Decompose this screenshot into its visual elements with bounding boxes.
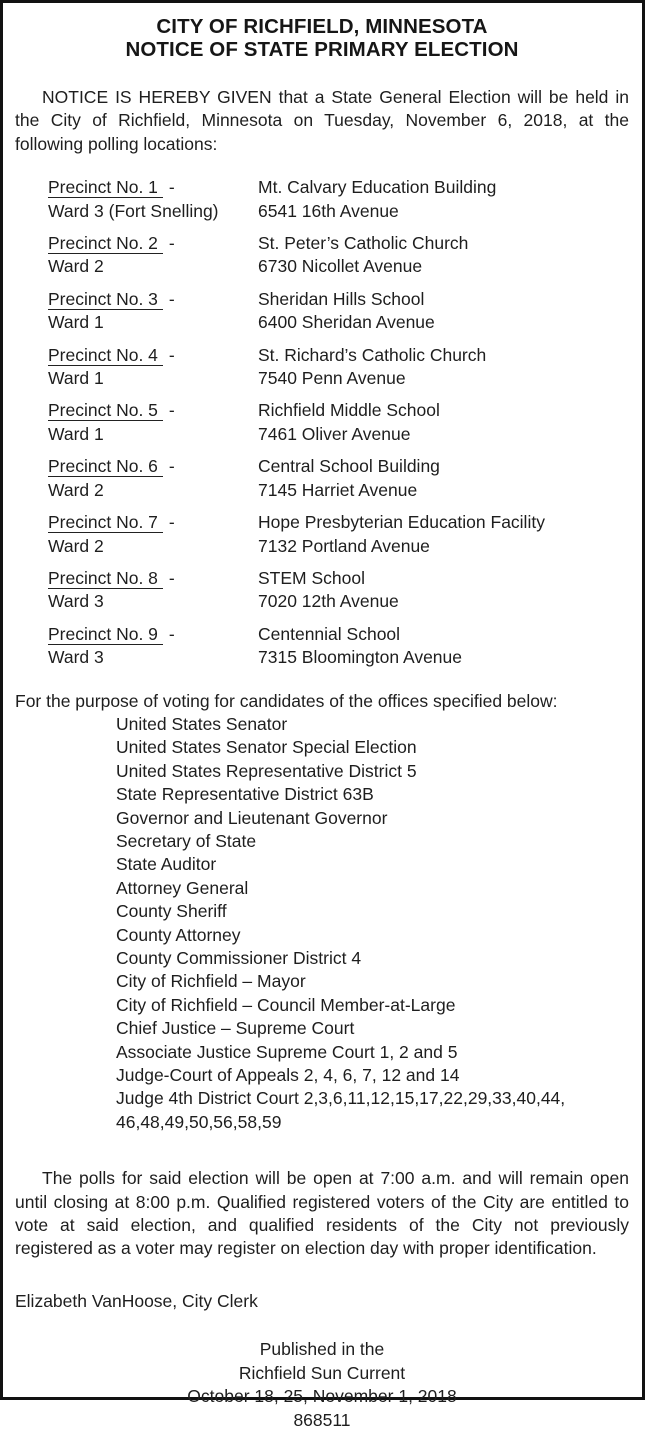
office-item: Governor and Lieutenant Governor bbox=[116, 807, 388, 828]
office-item: Chief Justice – Supreme Court bbox=[116, 1018, 355, 1039]
office-item: County Commissioner District 4 bbox=[116, 948, 362, 968]
publication-block bbox=[15, 1338, 629, 1432]
precinct-dash: - bbox=[168, 288, 175, 309]
precinct-entry-4 bbox=[48, 344, 629, 391]
intro-paragraph: NOTICE IS HEREBY GIVEN that a State General Election will be held in the City of Richfield, Minnesota on Tuesday, November 6, 2018, at the following polling locations: bbox=[15, 87, 629, 154]
precinct-name: Precinct No. 3 bbox=[48, 289, 163, 310]
office-item: Judge-Court of Appeals 2, 4, 6, 7, 12 and 14 bbox=[116, 1065, 460, 1086]
precinct-ward: Ward 2 bbox=[48, 479, 104, 500]
precinct-location-cell bbox=[258, 232, 629, 279]
precinct-dash: - bbox=[168, 512, 175, 533]
precinct-address: 7132 Portland Avenue bbox=[258, 535, 430, 556]
precinct-address: 7315 Bloomington Avenue bbox=[258, 647, 463, 668]
precinct-name: Precinct No. 9 bbox=[48, 624, 163, 645]
precinct-ward: Ward 2 bbox=[48, 535, 104, 556]
precinct-name: Precinct No. 2 bbox=[48, 233, 163, 254]
precinct-ward: Ward 3 bbox=[48, 647, 104, 668]
precinct-address: 7020 12th Avenue bbox=[258, 591, 399, 612]
office-item: County Attorney bbox=[116, 924, 241, 945]
office-item: Attorney General bbox=[116, 877, 249, 898]
precinct-address: 7461 Oliver Avenue bbox=[258, 423, 411, 444]
precinct-name-line bbox=[48, 344, 258, 367]
precinct-entry-5 bbox=[48, 399, 629, 446]
precinct-name: Precinct No. 6 bbox=[48, 456, 163, 477]
precinct-ward: Ward 3 (Fort Snelling) bbox=[48, 200, 219, 221]
precinct-building: Richfield Middle School bbox=[258, 400, 440, 421]
precinct-location-cell bbox=[258, 455, 629, 502]
precinct-name: Precinct No. 5 bbox=[48, 400, 163, 421]
precinct-name-line bbox=[48, 567, 258, 590]
precinct-name: Precinct No. 4 bbox=[48, 345, 163, 366]
precinct-label-cell bbox=[48, 344, 258, 391]
precinct-building: St. Richard’s Catholic Church bbox=[258, 344, 487, 365]
precinct-label-cell bbox=[48, 567, 258, 614]
precinct-label-cell bbox=[48, 455, 258, 502]
precinct-building: St. Peter’s Catholic Church bbox=[258, 233, 469, 254]
precinct-dash: - bbox=[168, 623, 175, 644]
precinct-location-cell bbox=[258, 399, 629, 446]
publication-line1: Published in the bbox=[259, 1339, 385, 1360]
precinct-label-cell bbox=[48, 623, 258, 670]
notice-title bbox=[15, 15, 629, 61]
precinct-address: 6730 Nicollet Avenue bbox=[258, 256, 423, 277]
precinct-label-cell bbox=[48, 399, 258, 446]
precinct-label-cell bbox=[48, 288, 258, 335]
office-item: City of Richfield – Mayor bbox=[116, 971, 306, 992]
precinct-entry-7 bbox=[48, 511, 629, 558]
precinct-label-cell bbox=[48, 232, 258, 279]
publication-notice-number: 868511 bbox=[293, 1409, 351, 1430]
precinct-building: STEM School bbox=[258, 567, 365, 588]
closing-paragraph: The polls for said election will be open at 7:00 a.m. and will remain open until closing at 8:00 p.m. Qualified registered voters of the City are entitled to vote at said election, and qualified residents of the City not previously registered as a voter may register on election day with proper identification. bbox=[15, 1168, 629, 1259]
precinct-ward: Ward 3 bbox=[48, 591, 104, 612]
precinct-dash: - bbox=[168, 344, 175, 365]
precinct-entry-1 bbox=[48, 176, 629, 223]
precinct-building: Central School Building bbox=[258, 456, 440, 477]
office-item: United States Senator Special Election bbox=[116, 737, 417, 758]
precinct-ward: Ward 1 bbox=[48, 312, 104, 333]
precinct-ward: Ward 2 bbox=[48, 256, 104, 277]
precinct-location-cell bbox=[258, 567, 629, 614]
publication-line3: October 18, 25, November 1, 2018 bbox=[187, 1386, 457, 1407]
precinct-name-line bbox=[48, 176, 258, 199]
precinct-dash: - bbox=[168, 177, 175, 198]
precinct-name-line bbox=[48, 623, 258, 646]
precinct-entry-8 bbox=[48, 567, 629, 614]
precinct-name-line bbox=[48, 288, 258, 311]
precinct-building: Hope Presbyterian Education Facility bbox=[258, 512, 545, 533]
precinct-dash: - bbox=[168, 233, 175, 254]
precinct-name: Precinct No. 1 bbox=[48, 177, 163, 198]
precinct-dash: - bbox=[168, 567, 175, 588]
precinct-name: Precinct No. 8 bbox=[48, 568, 163, 589]
precinct-building: Centennial School bbox=[258, 623, 401, 644]
precinct-address: 6400 Sheridan Avenue bbox=[258, 312, 435, 333]
notice-title-line1: CITY OF RICHFIELD, MINNESOTA bbox=[156, 15, 488, 38]
office-item: United States Representative District 5 bbox=[116, 760, 417, 781]
office-item: Judge 4th District Court 2,3,6,11,12,15,17,22,29,33,40,44, 46,48,49,50,56,58,59 bbox=[116, 1088, 566, 1132]
precinct-dash: - bbox=[168, 400, 175, 421]
office-item: United States Senator bbox=[116, 713, 288, 734]
precinct-address: 7540 Penn Avenue bbox=[258, 368, 406, 389]
precinct-name-line bbox=[48, 232, 258, 255]
clerk-signature: Elizabeth VanHoose, City Clerk bbox=[15, 1290, 258, 1311]
precinct-dash: - bbox=[168, 456, 175, 477]
offices-list bbox=[116, 713, 629, 1134]
notice-title-line2: NOTICE OF STATE PRIMARY ELECTION bbox=[125, 38, 519, 61]
precinct-building: Sheridan Hills School bbox=[258, 288, 425, 309]
office-item: Secretary of State bbox=[116, 830, 257, 851]
precinct-entry-6 bbox=[48, 455, 629, 502]
precinct-name-line bbox=[48, 455, 258, 478]
precinct-ward: Ward 1 bbox=[48, 423, 104, 444]
office-item: Associate Justice Supreme Court 1, 2 and 5 bbox=[116, 1041, 458, 1062]
precinct-address: 6541 16th Avenue bbox=[258, 200, 399, 221]
precinct-name-line bbox=[48, 399, 258, 422]
precinct-location-cell bbox=[258, 623, 629, 670]
office-item: City of Richfield – Council Member-at-Large bbox=[116, 994, 456, 1015]
precinct-building: Mt. Calvary Education Building bbox=[258, 177, 497, 198]
precinct-name-line bbox=[48, 511, 258, 534]
offices-heading: For the purpose of voting for candidates of the offices specified below: bbox=[15, 690, 558, 711]
precinct-list bbox=[15, 176, 629, 669]
precinct-label-cell bbox=[48, 176, 258, 223]
precinct-ward: Ward 1 bbox=[48, 368, 104, 389]
precinct-label-cell bbox=[48, 511, 258, 558]
precinct-entry-9 bbox=[48, 623, 629, 670]
precinct-location-cell bbox=[258, 511, 629, 558]
office-item: County Sheriff bbox=[116, 901, 227, 922]
precinct-location-cell bbox=[258, 176, 629, 223]
office-item: State Auditor bbox=[116, 854, 217, 875]
precinct-location-cell bbox=[258, 288, 629, 335]
precinct-entry-3 bbox=[48, 288, 629, 335]
precinct-location-cell bbox=[258, 344, 629, 391]
precinct-entry-2 bbox=[48, 232, 629, 279]
precinct-address: 7145 Harriet Avenue bbox=[258, 479, 418, 500]
publication-line2: Richfield Sun Current bbox=[238, 1362, 406, 1383]
precinct-name: Precinct No. 7 bbox=[48, 512, 163, 533]
office-item: State Representative District 63B bbox=[116, 784, 374, 805]
